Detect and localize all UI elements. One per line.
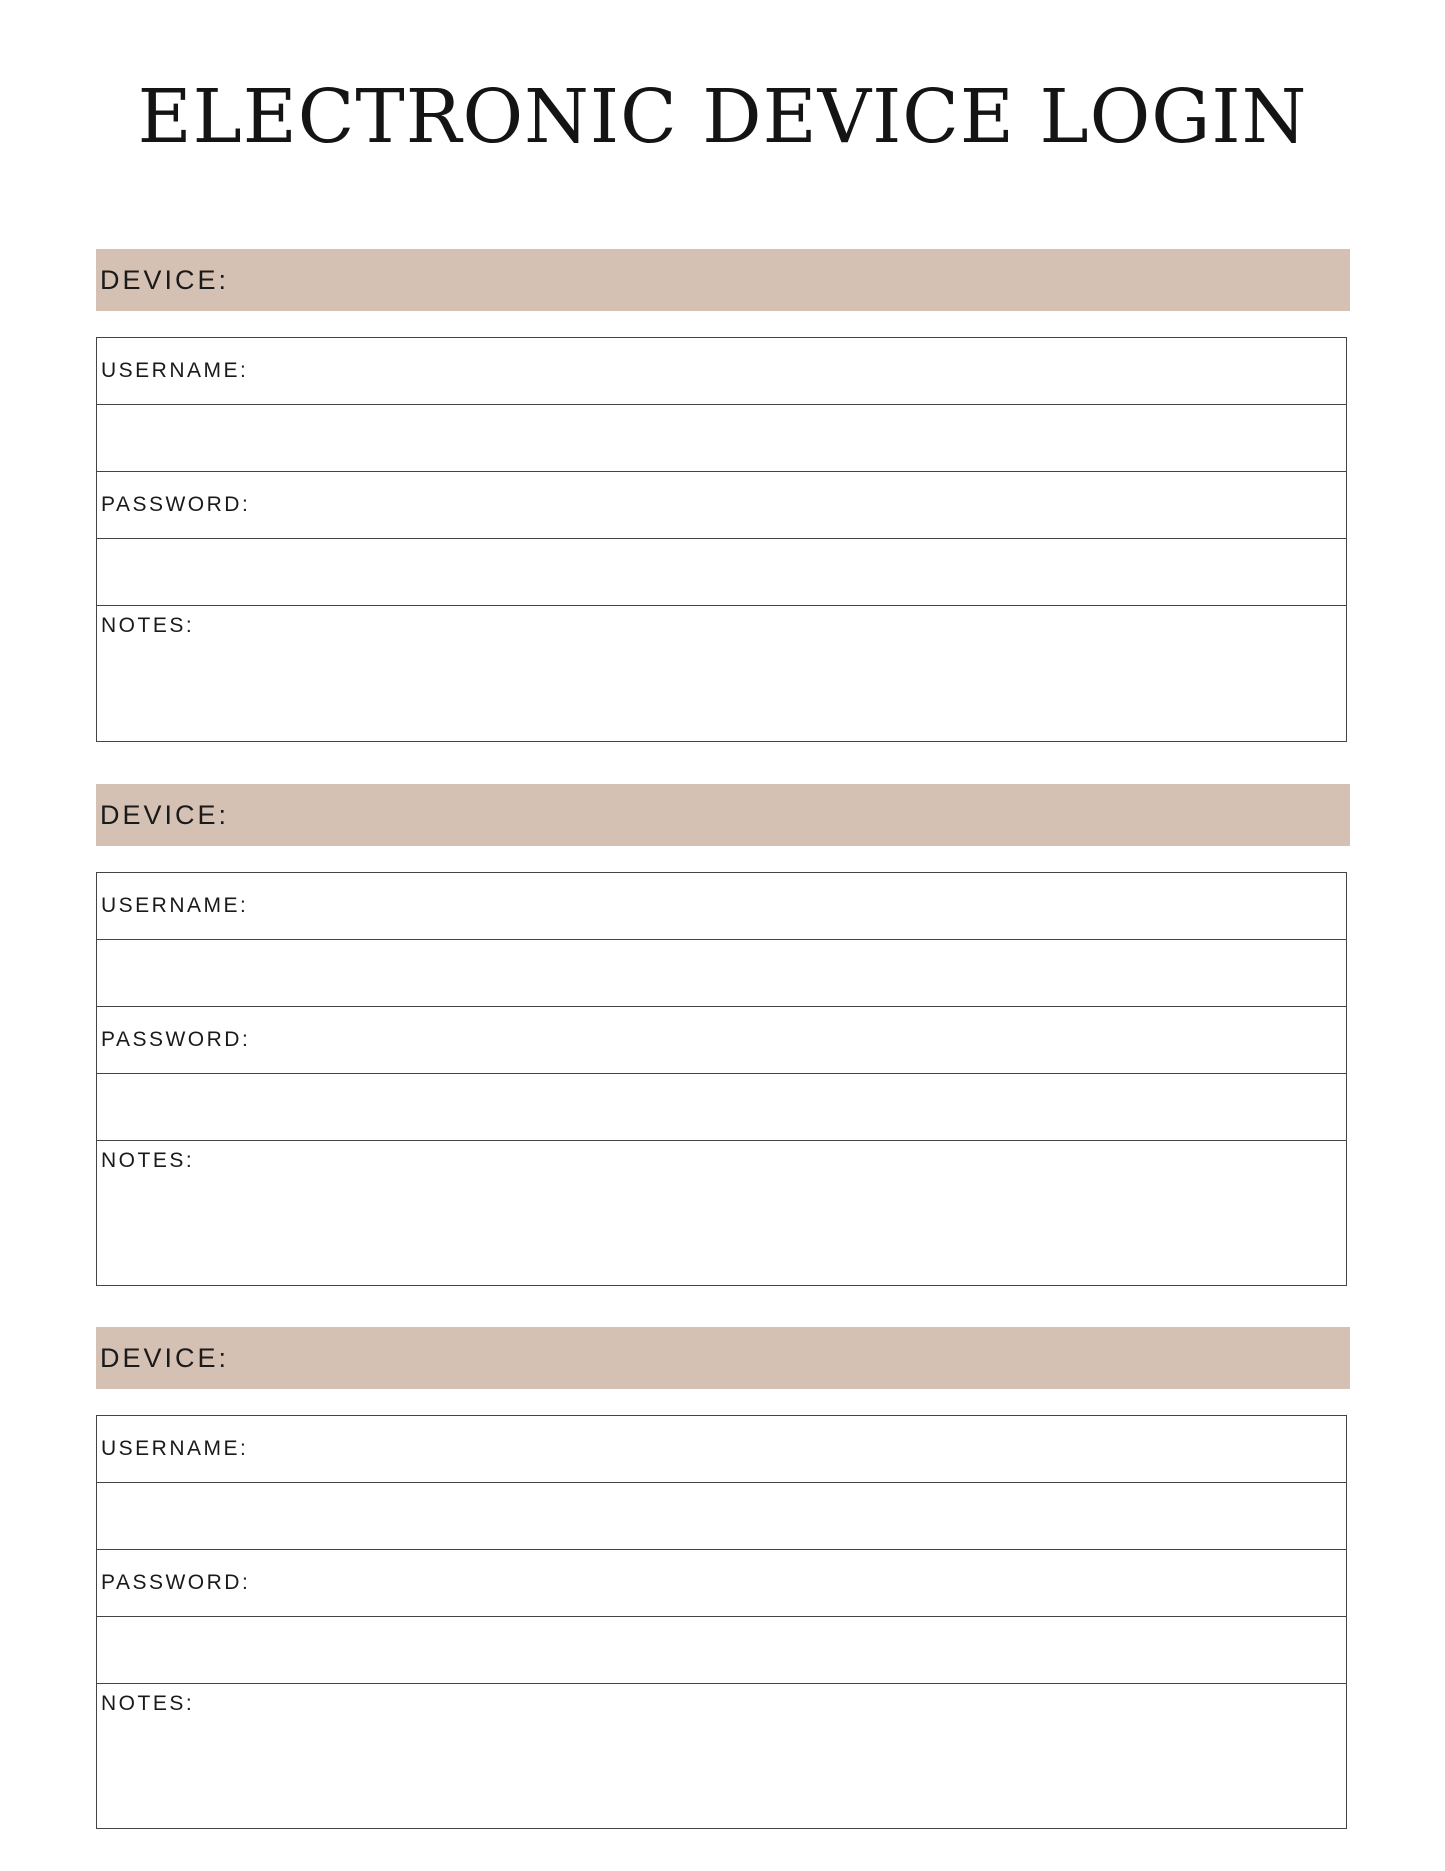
- notes-label: NOTES:: [101, 1692, 195, 1715]
- username-label-row: [97, 1416, 1346, 1483]
- username-field[interactable]: [97, 405, 1346, 472]
- username-label: USERNAME:: [101, 894, 249, 917]
- page-title: ELECTRONIC DEVICE LOGIN: [137, 74, 1308, 160]
- device-header: [96, 1327, 1350, 1389]
- login-fields-table: [96, 872, 1347, 1286]
- password-field[interactable]: [97, 539, 1346, 606]
- username-label: USERNAME:: [101, 1437, 249, 1460]
- password-field[interactable]: [97, 1617, 1346, 1684]
- device-label: DEVICE:: [100, 1342, 230, 1373]
- username-label: USERNAME:: [101, 359, 249, 382]
- login-fields-table: [96, 1415, 1347, 1829]
- password-label: PASSWORD:: [101, 1028, 251, 1051]
- device-header: [96, 249, 1350, 311]
- notes-field[interactable]: [97, 1141, 1346, 1285]
- password-label: PASSWORD:: [101, 493, 251, 516]
- password-label-row: [97, 1550, 1346, 1617]
- device-entry: [96, 784, 1350, 1286]
- password-field[interactable]: [97, 1074, 1346, 1141]
- notes-label: NOTES:: [101, 614, 195, 637]
- password-label-row: [97, 1007, 1346, 1074]
- login-fields-table: [96, 337, 1347, 742]
- notes-field[interactable]: [97, 606, 1346, 741]
- username-label-row: [97, 873, 1346, 940]
- username-field[interactable]: [97, 1483, 1346, 1550]
- username-field[interactable]: [97, 940, 1346, 1007]
- username-label-row: [97, 338, 1346, 405]
- device-entry: [96, 1327, 1350, 1829]
- device-header: [96, 784, 1350, 846]
- device-entry: [96, 249, 1350, 742]
- notes-label: NOTES:: [101, 1149, 195, 1172]
- password-label-row: [97, 472, 1346, 539]
- device-label: DEVICE:: [100, 264, 230, 295]
- device-label: DEVICE:: [100, 799, 230, 830]
- notes-field[interactable]: [97, 1684, 1346, 1828]
- password-label: PASSWORD:: [101, 1571, 251, 1594]
